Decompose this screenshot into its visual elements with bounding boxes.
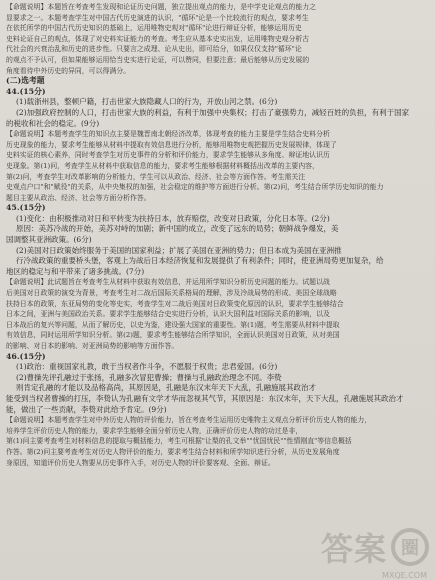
text-line: 题目主要从政治、经济、社会等方面分析作答。: [6, 193, 151, 202]
text-line: (2)曹操先评孔融过于张扬，孔融多次冒犯曹操；曹操与孔融政治理念不同。李贽: [16, 372, 282, 382]
text-line: 【命题说明】本题考查学生的知识点主要是魏晋南北朝经济改革，体现考查的能力主要是学生结合史料分析: [6, 130, 330, 139]
text-line: 45.(15分): [6, 203, 46, 213]
text-line: (1)载浙州县，整顿户籍，打击世家大族隐藏人口的行为，开放山河之禁。(6分): [16, 97, 278, 107]
text-line: 角度看待中外历史的异同，可以得满分。: [6, 66, 131, 75]
text-line: 能，做出了一些贡献，李贽对此给予肯定。(9分): [6, 404, 167, 414]
text-line: 有效信息，同时运用所学知识分析。第(2)题，要求考生能够结合所学知识，全面认识美国对日政策，从对美国: [6, 331, 340, 340]
text-line: 行冷战政策的重要桥头堡，客观上为战后日本经济恢复和发展提供了有利条件；同时，使亚洲局势更加复杂，给: [16, 256, 384, 266]
text-line: 扶持日本的政策，东亚局势的变化等史实，考查学生对二战后美国对日政策变化原因的认识，要求学生能够结合: [6, 299, 344, 308]
text-line: 显要求之一。本题考查学生对中国古代历史演进的认识，"循环"论是一个比较流行的观点，要求考生: [6, 13, 309, 22]
text-line: 的影响、对日本的影响、对亚洲局势的影响等方面作答。: [6, 342, 179, 350]
text-line: 46.(15分): [6, 351, 46, 361]
watermark-logo: [321, 524, 429, 570]
text-line: 能受到当权者曹操的打压，李贽认为孔融有文学才华而忽视其气节，其原因是：东汉末年，天下大乱，孔融施展其政治才: [6, 393, 404, 403]
text-line: 地区的稳定与和平带来了诸多挑战。(7分): [6, 266, 145, 276]
text-line: 的观点不予认可，但如果能够运用恰当史实进行论证，可以赞同，但要注意；最后能够从历史发展的: [6, 55, 310, 64]
text-line: 史料实证的核心素养，同时考查学生对历史事件的分析和评价能力，要求学生能够从多角度、辩证地认识历: [6, 151, 330, 160]
text-line: (2)加强政府控制的人口，打击世家大族的利益，有利于加强中央集权；打击了豪强势力，减轻百姓的负担，有利于国家: [16, 107, 410, 117]
text-line: 后美国对日政策的演变为背景，考查考生对二战后国际关系格局的理解，涉及冷战局势的形成、美国全球战略: [6, 289, 337, 298]
text-line: 原因：美苏冷战的开始，美苏对峙的加剧；新中国的成立，改变了远东的局势；朝鲜战争爆发，美: [16, 224, 339, 234]
text-line: (2)美国对日政策始终服务于美国的国家利益；扩展了美国在亚洲的势力；但日本成为美国在亚洲推: [16, 245, 342, 255]
text-line: 培养学生评价历史人物的能力，要求学生能够全面分析历史人物，正确评价历史人物的功过是非，: [6, 426, 303, 435]
text-line: 国调整其亚洲政策。(6分): [6, 235, 92, 245]
text-line: 则肯定孔融的才能以及品格高尚，其原因是，孔融是东汉末年天下大乱，孔融施展其政治才: [16, 383, 316, 393]
text-line: 代社会的兴衰治乱和历史的进步性。只要言之成理、论从史出，即可给分，如果仅仅支持"循环"论: [6, 45, 302, 54]
watermark-text: 答案: [320, 530, 387, 568]
text-line: 第(1)问主要考查考生对材料信息的提取与概括能力，考生可根据"让梨的孔文举""忧国忧民""性情刚直"等信息概括: [6, 437, 352, 446]
text-line: 在依托所学的中国古代历史知识的基础上，运用唯物史观对"循环"论进行辩证分析，能够运用历史: [6, 24, 302, 33]
watermark-url: MXQE.COM: [381, 571, 427, 580]
text-line: (1)变化：由积极推动对日和平转变为扶持日本，放弃赔偿，改变对日政策，分化日本等。(2分): [16, 213, 330, 223]
answer-text-body: [6, 2, 423, 468]
text-line: 作答。第(2)问主要考查考生对历史人物评价的能力，要求考生结合材料和所学知识进行分析，从历史发展角度: [6, 447, 340, 456]
text-line: 日本之间，亚洲与美国政治关系。要求学生能够结合史实进行分析，认识大国利益对国际关系的影响，以及: [6, 310, 330, 319]
text-line: 史料论证自己的观点，体现了对史料实证能力的考查。考生应从基本史实出发，运用唯物史观分析古: [6, 34, 310, 43]
text-line: 【命题说明】本题考查学生对中外历史人物的评价能力，旨在考查考生运用历史唯物主义观点分析评价历史人物的能力，: [6, 416, 372, 425]
text-line: 的税收和社会的稳定。(9分): [6, 118, 100, 128]
text-line: 44.(15分): [6, 86, 46, 96]
text-line: 日本战后的复兴等问题，从而了解历史，以史为鉴，建设强大国家的重要性。第(1)题，考生需要从材料中提取: [6, 320, 340, 329]
text-line: 身原因，知道评价历史人物要从历史事件入手，对历史人物的评价要客观、全面、辩证。: [6, 458, 275, 467]
text-line: (二)选考题: [6, 76, 45, 86]
watermark-circle-icon: 圈: [391, 528, 429, 566]
text-line: 【命题说明】本题旨在考查考生发现和论证历史问题，独立提出观点的能力，是中学史论观点的能力之: [6, 3, 317, 11]
text-line: 史现象。第(1)问，考查学生从材料中获取信息的能力，要求考生能够根据材料概括出改革的主要内容，: [6, 161, 319, 170]
text-line: 历史现象的能力，要求考生能够从材料中提取有效信息进行分析，能够用唯物史观把握历史发展规律，体现了: [6, 140, 337, 149]
text-line: 【命题说明】此试题旨在考查考生从材料中获取有效信息，并运用所学知识分析历史问题的能力。试题以战: [6, 278, 330, 287]
text-line: 第(2)问，考查学生对改革影响的分析能力，学生可以从政治、经济、社会等方面作答。考生需关注: [6, 172, 306, 181]
text-line: (1)政治：重视国家礼教，敢于当权者作斗争，不愿服于权贵；忠君爱国。(6分): [16, 362, 278, 372]
text-line: 史观点户口"和"赋役"的关系，从中央集权的加强，社会稳定的维护等方面进行分析。第(2)问，考生结合所学历史知识的能力: [6, 183, 384, 192]
